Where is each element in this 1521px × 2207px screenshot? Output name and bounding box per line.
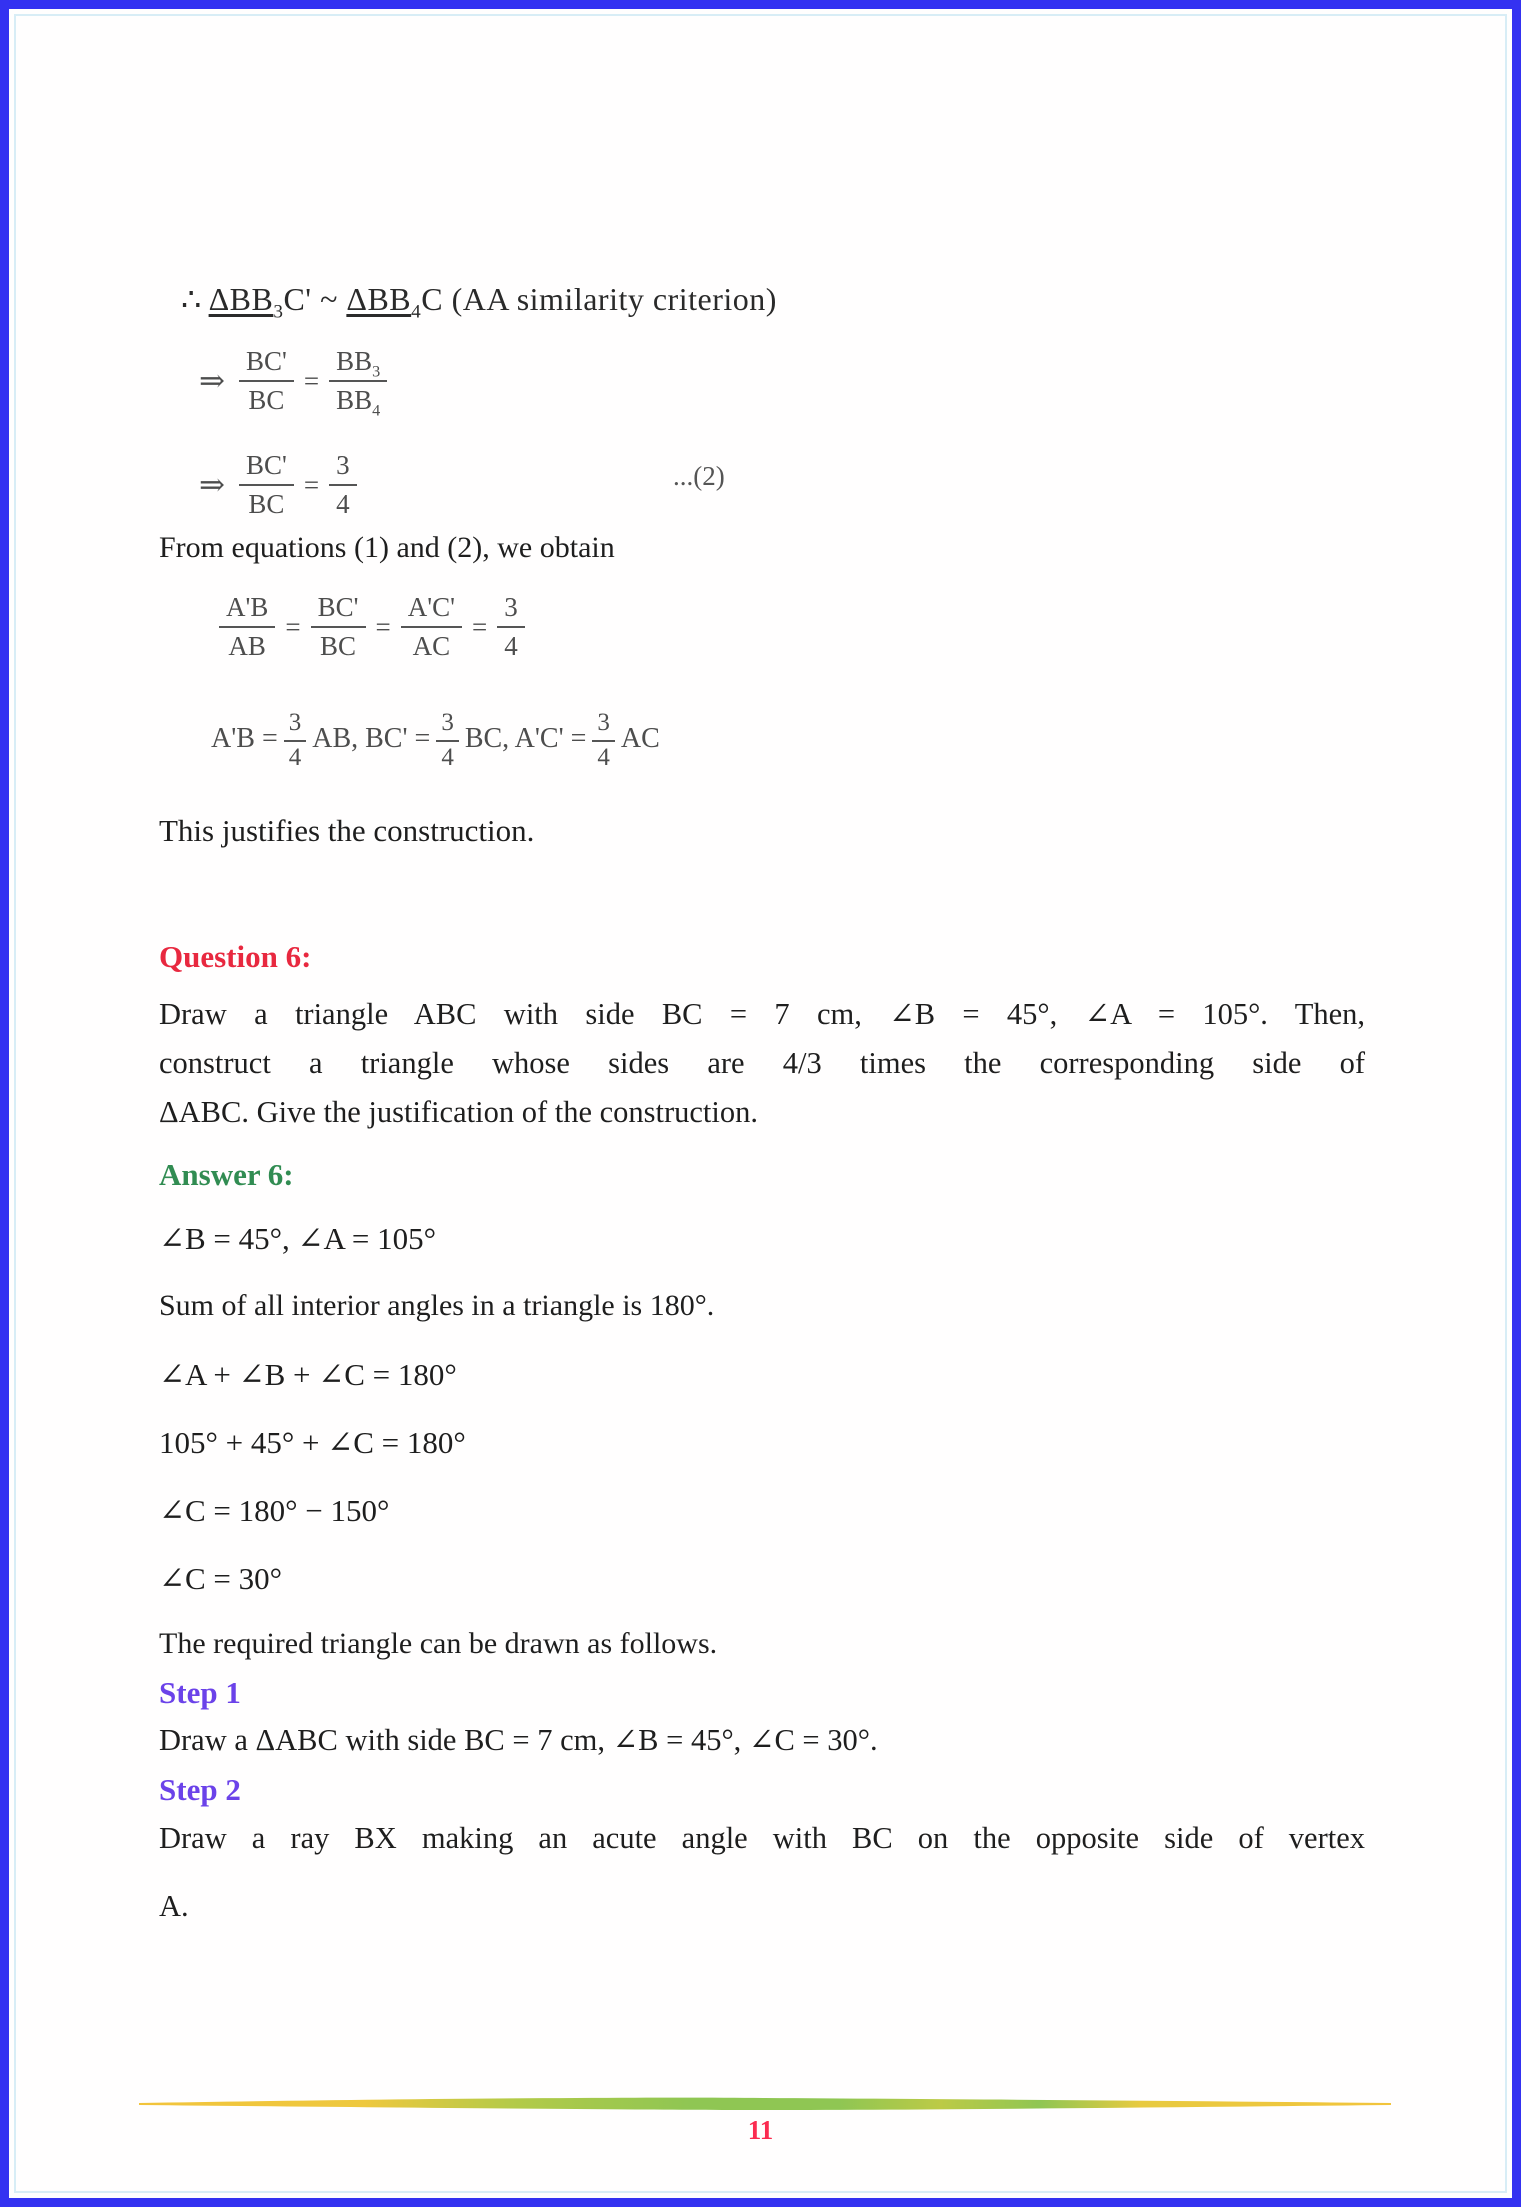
answer-heading: Answer 6: [159,1157,294,1192]
justification-text: This justifies the construction. [159,813,535,848]
question-text-line-2: construct a triangle whose sides are 4/3 times the corresponding side of [159,1046,1365,1080]
step-2-continuation: A. [159,1889,189,1923]
question-text-line-1: Draw a triangle ABC with side BC = 7 cm, ∠B = 45°, ∠A = 105°. Then, [159,997,1365,1031]
fraction-bc: $\frac{BC'}{BC}$ [311,591,366,663]
triangle-1-name: $\Delta BB_3$ [208,281,284,323]
implies-icon: ⇒ [199,467,225,503]
fraction-bc-prime-bc: $\frac{BC'}{BC}$ [239,345,294,417]
fraction-three-fourth: $\frac{3}{4}$ [497,591,525,663]
fraction-ac: $\frac{A'C'}{AC}$ [401,591,462,663]
answer-line-substitution: 105° + 45° + ∠C = 180° [159,1425,466,1460]
fraction-ab: $\frac{A'B}{AB}$ [219,591,275,663]
answer-line-subtraction: ∠C = 180° − 150° [159,1493,390,1528]
equation-number-tag: ...(2) [673,461,725,491]
answer-line-sum-rule: Sum of all interior angles in a triangle is 180°. [159,1289,715,1322]
similarity-criterion-note: (AA similarity criterion) [443,281,777,317]
similar-symbol: ~ [311,281,347,317]
equation-sides-result: A'B = $\frac{3}{4}$ AB, BC' = $\frac{3}{4}$ BC, A'C' = $\frac{3}{4}$ AC [211,709,660,771]
equation-ratio-chain: $\frac{A'B}{AB}$ = $\frac{BC'}{BC}$ = $\frac{A'C'}{AC}$ = $\frac{3}{4}$ [219,591,525,663]
fraction-bb3-bb4: $\frac{BB_3}{BB_4}$ [329,345,387,417]
triangle-2-name: $\Delta BB_4$ [346,281,422,323]
step-1-text: Draw a ΔABC with side BC = 7 cm, ∠B = 45°, ∠C = 30°. [159,1723,878,1757]
answer-line-intro-steps: The required triangle can be drawn as follows. [159,1627,718,1660]
step-2-label: Step 2 [159,1772,241,1807]
equation-bc-three-fourth: ⇒ $\frac{BC'}{BC}$ = $\frac{3}{4}$ [199,449,357,521]
fraction-three-fourth: $\frac{3}{4}$ [284,709,307,773]
step-2-text: Draw a ray BX making an acute angle with BC on the opposite side of vertex [159,1821,1365,1855]
fraction-three-fourth: $\frac{3}{4}$ [592,709,615,773]
answer-line-angle-c: ∠C = 30° [159,1561,283,1596]
page-number: 11 [747,2115,774,2145]
answer-line-angles-given: ∠B = 45°, ∠A = 105° [159,1221,437,1256]
from-equations-text: From equations (1) and (2), we obtain [159,531,615,564]
footer-gradient-rule [139,2097,1391,2111]
question-heading: Question 6: [159,939,312,974]
question-text-line-3: ΔABC. Give the justification of the construction. [159,1095,759,1129]
fraction-three-fourth: $\frac{3}{4}$ [436,709,459,773]
therefore-symbol: ∴ [181,281,209,317]
similarity-statement: ∴ $\Delta BB_3C'$ ~ $\Delta BB_4C$ (AA similarity criterion) [181,281,777,323]
fraction-bc-prime-bc: $\frac{BC'}{BC}$ [239,449,294,521]
equation-bc-ratio: ⇒ $\frac{BC'}{BC}$ = $\frac{BB_3}{BB_4}$ [199,345,387,417]
implies-icon: ⇒ [199,363,225,399]
fraction-three-fourth: $\frac{3}{4}$ [329,449,357,521]
answer-line-angle-sum: ∠A + ∠B + ∠C = 180° [159,1357,457,1392]
step-1-label: Step 1 [159,1675,241,1710]
